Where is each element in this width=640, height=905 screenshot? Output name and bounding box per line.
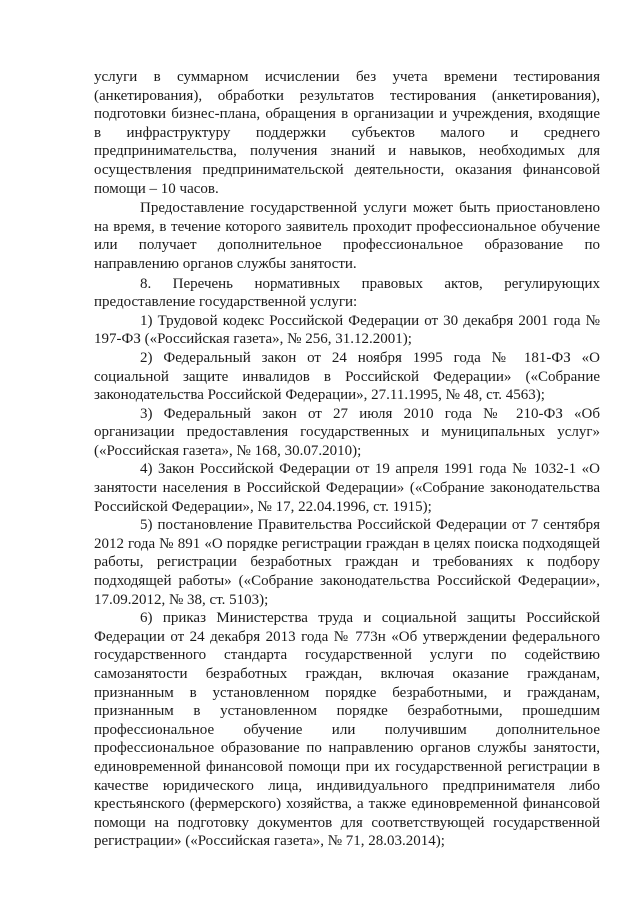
paragraph-suspension: Предоставление государственной услуги может быть приостановлено на время, в течение которого заявитель проходит профессиональное обучение или получает дополнительное профессиональное образование по направлению органов службы занятости. [94, 200, 600, 272]
list-item-government-decree: 5) постановление Правительства Российской Федерации от 7 сентября 2012 года № 891 «О порядке регистрации граждан в целях поиска подходящей работы, регистрации безработных граждан и требованиях к подбору подходящей работы» («Собрание законодательства Российской Федерации», 17.09.2012, № 38, ст. 5103); [94, 517, 600, 608]
list-item-employment-law: 4) Закон Российской Федерации от 19 апреля 1991 года № 1032-1 «О занятости населения в Российской Федерации» («Собрание законодательства Российской Федерации», № 17, 22.04.1996, ст. 1915); [94, 461, 600, 515]
list-item-labor-code: 1) Трудовой кодекс Российской Федерации от 30 декабря 2001 года № 197-ФЗ («Российская газета», № 256, 31.12.2001); [94, 312, 600, 348]
paragraph-service-duration: услуги в суммарном исчислении без учета времени тестирования (анкетирования), обработки результатов тестирования (анкетирования), подготовки бизнес-плана, обращения в организации и учреждения, входящие в инфраструктуру поддержки субъектов малого и среднего предпринимательства, получения знаний и навыков, необходимых для осуществления предпринимательской деятельности, оказания финансовой помощи – 10 часов. [94, 69, 600, 197]
list-item-ministry-order: 6) приказ Министерства труда и социальной защиты Российской Федерации от 24 декабря 2013 года № 773н «Об утверждении федерального государственного стандарта государственной услуги по содействию самозанятости безработных граждан, включая оказание гражданам, признанным в установленном порядке безработными, и гражданам, признанным в установленном порядке безработными, прошедшим профессиональное обучение или получившим дополнительное профессиональное образование по направлению органов службы занятости, единовременной финансовой помощи при их государственной регистрации в качестве юридического лица, индивидуального предпринимателя либо крестьянского (фермерского) хозяйства, а также единовременной финансовой помощи на подготовку документов для соответствующей государственной регистрации» («Российская газета», № 71, 28.03.2014); [94, 610, 600, 850]
list-item-disability-law: 2) Федеральный закон от 24 ноября 1995 года № 181-ФЗ «О социальной защите инвалидов в Российской Федерации» («Собрание законодательства Российской Федерации», 27.11.1995, № 48, ст. 4563); [94, 349, 600, 404]
list-item-services-law: 3) Федеральный закон от 27 июля 2010 года № 210-ФЗ «Об организации предоставления государственных и муниципальных услуг» («Российская газета», № 168, 30.07.2010); [94, 405, 600, 459]
paragraph-legal-acts-heading: 8. Перечень нормативных правовых актов, регулирующих предоставление государственной услуги: [94, 275, 600, 311]
